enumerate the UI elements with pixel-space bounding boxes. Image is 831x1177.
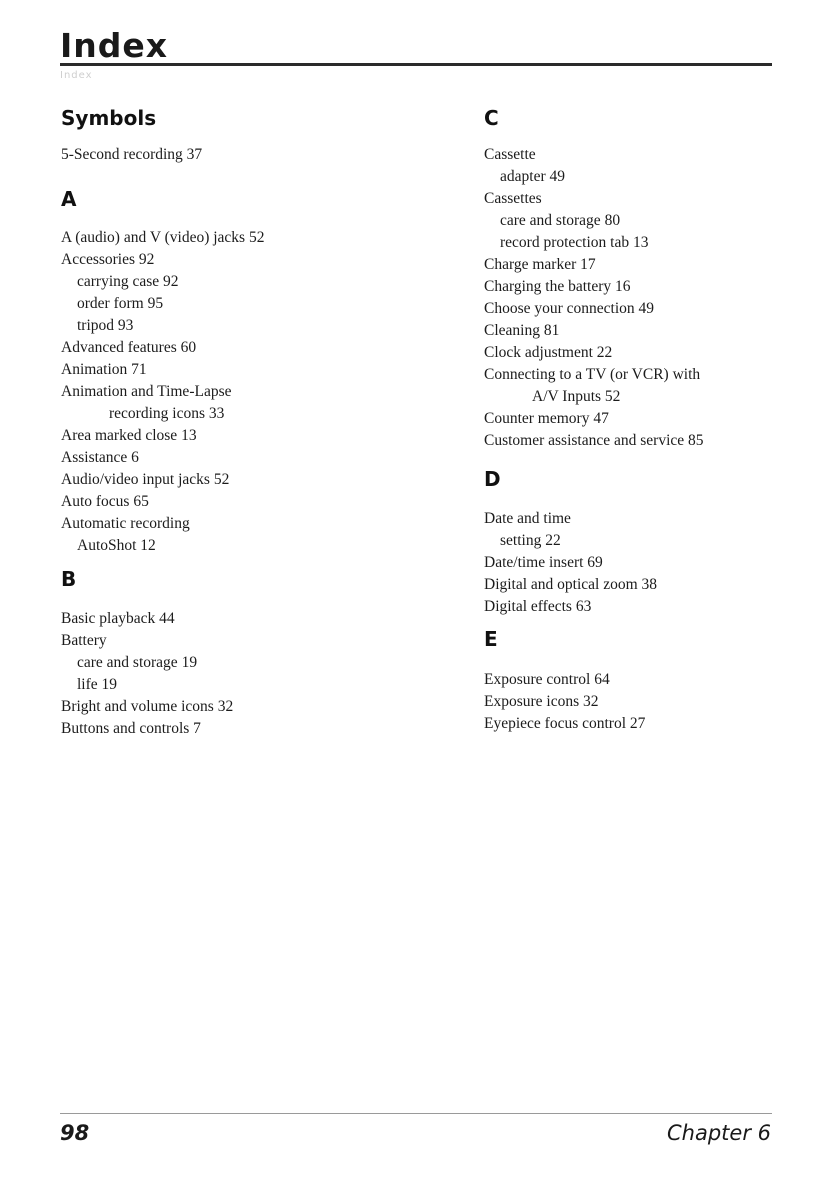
header-rule	[60, 63, 772, 66]
index-entry: Basic playback 44	[61, 610, 175, 627]
index-entry: Eyepiece focus control 27	[484, 715, 646, 732]
index-entry: Battery	[61, 632, 107, 649]
index-entry: Clock adjustment 22	[484, 344, 613, 361]
index-entry: Charging the battery 16	[484, 278, 631, 295]
index-entry: Counter memory 47	[484, 410, 609, 427]
index-entry: Bright and volume icons 32	[61, 698, 234, 715]
index-entry: Accessories 92	[61, 251, 155, 268]
page-title: Index	[60, 26, 169, 65]
chapter-label: Chapter 6	[667, 1121, 771, 1145]
index-subentry: adapter 49	[500, 168, 565, 185]
index-entry: Area marked close 13	[61, 427, 197, 444]
section-heading: C	[484, 106, 499, 130]
index-entry: Automatic recording	[61, 515, 190, 532]
index-entry: Exposure icons 32	[484, 693, 599, 710]
index-subentry: AutoShot 12	[77, 537, 156, 554]
section-heading: E	[484, 627, 498, 651]
index-subentry: recording icons 33	[109, 405, 225, 422]
index-entry: Digital and optical zoom 38	[484, 576, 658, 593]
section-heading: B	[61, 567, 77, 591]
index-subentry: setting 22	[500, 532, 561, 549]
header-subtitle-mark: Index	[60, 70, 93, 81]
index-entry: Cassette	[484, 146, 536, 163]
index-entry: Cassettes	[484, 190, 542, 207]
index-entry: Audio/video input jacks 52	[61, 471, 230, 488]
index-entry: Date and time	[484, 510, 571, 527]
index-entry: Advanced features 60	[61, 339, 197, 356]
index-entry: Assistance 6	[61, 449, 139, 466]
index-entry: Choose your connection 49	[484, 300, 655, 317]
section-heading: A	[61, 187, 77, 211]
index-entry: Date/time insert 69	[484, 554, 603, 571]
index-entry: Auto focus 65	[61, 493, 149, 510]
index-entry: Digital effects 63	[484, 598, 592, 615]
index-entry: Exposure control 64	[484, 671, 610, 688]
index-entry: Animation 71	[61, 361, 147, 378]
index-subentry: carrying case 92	[77, 273, 179, 290]
index-subentry: care and storage 80	[500, 212, 621, 229]
page-number: 98	[60, 1121, 90, 1145]
index-entry: A (audio) and V (video) jacks 52	[61, 229, 265, 246]
index-entry: Buttons and controls 7	[61, 720, 201, 737]
index-entry: Customer assistance and service 85	[484, 432, 704, 449]
index-subentry: A/V Inputs 52	[532, 388, 621, 405]
section-heading: Symbols	[61, 106, 157, 130]
index-subentry: record protection tab 13	[500, 234, 649, 251]
footer-rule	[60, 1113, 772, 1114]
section-heading: D	[484, 467, 501, 491]
index-entry: Animation and Time-Lapse	[61, 383, 232, 400]
index-subentry: tripod 93	[77, 317, 134, 334]
index-entry: 5-Second recording 37	[61, 146, 203, 163]
index-entry: Connecting to a TV (or VCR) with	[484, 366, 701, 383]
index-entry: Charge marker 17	[484, 256, 596, 273]
index-subentry: order form 95	[77, 295, 164, 312]
index-subentry: life 19	[77, 676, 118, 693]
index-subentry: care and storage 19	[77, 654, 198, 671]
index-entry: Cleaning 81	[484, 322, 560, 339]
